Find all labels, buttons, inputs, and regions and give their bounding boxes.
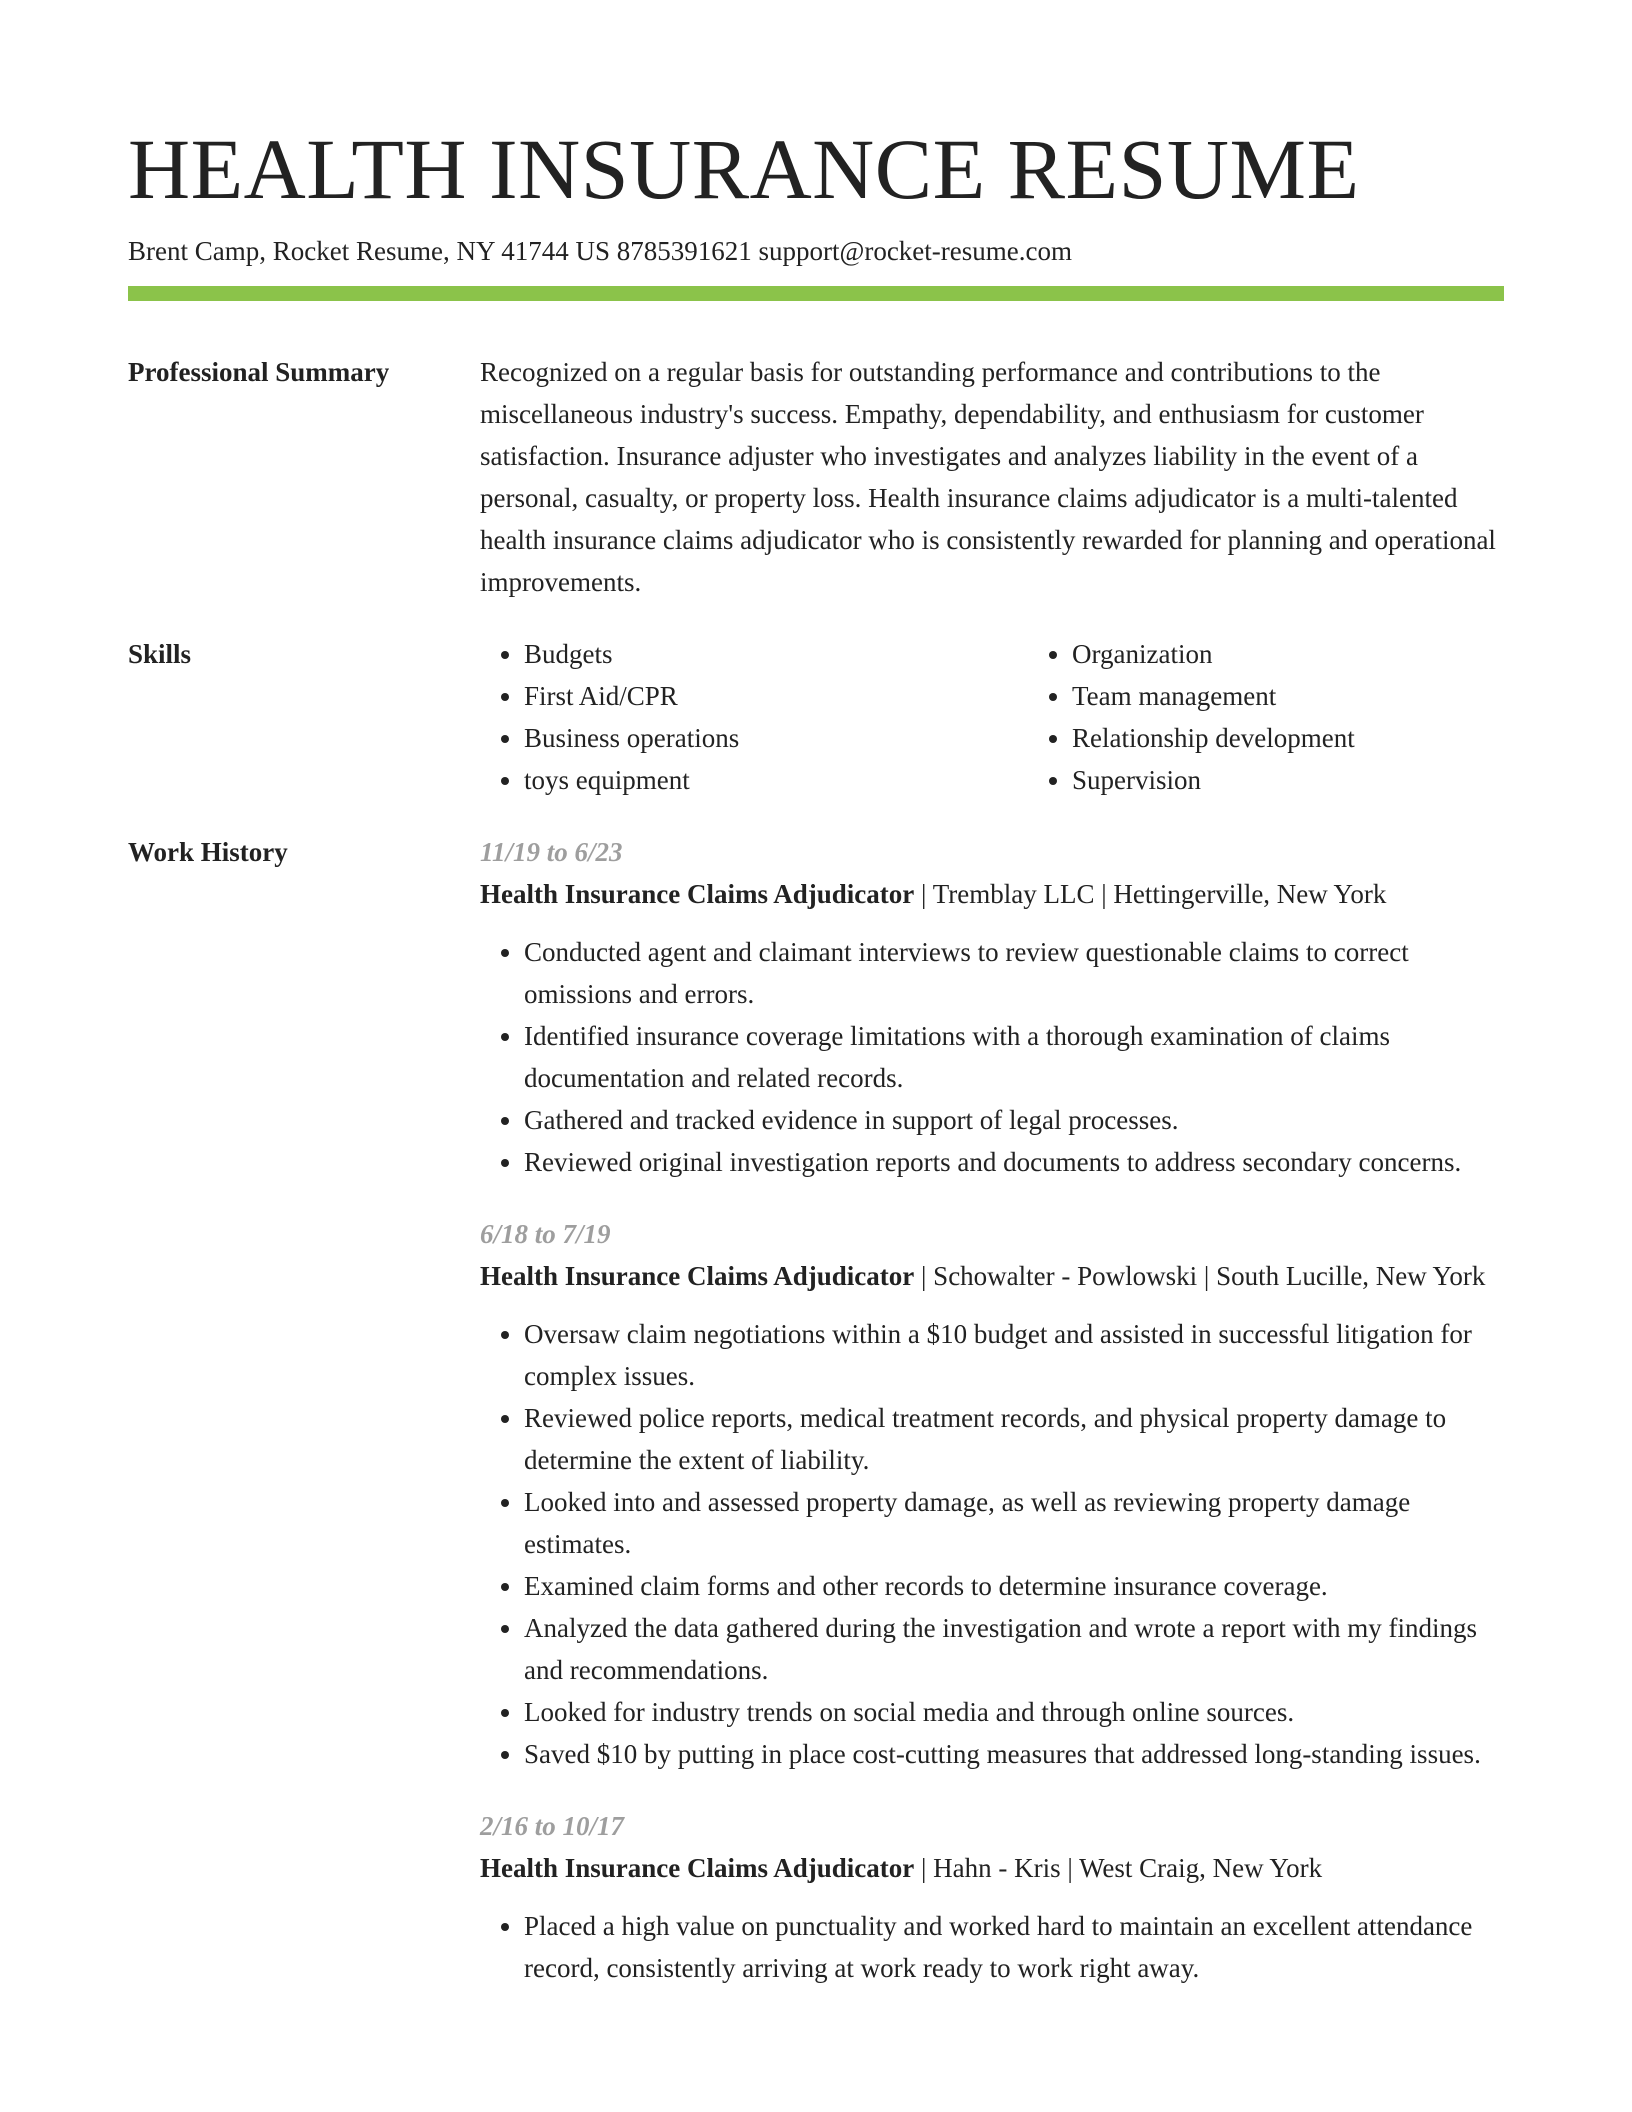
job-header (480, 1847, 1504, 1889)
job-bullet: • Saved $10 by putting in place cost-cutting measures that addressed long-standing issues. (524, 1733, 1504, 1775)
job-bullet: • Looked into and assessed property damage, as well as reviewing property damage estimates. (524, 1481, 1504, 1565)
skills-section (128, 633, 1504, 801)
job-entry (480, 1805, 1504, 1989)
job-company-location: | Schowalter - Powlowski | South Lucille, New York (914, 1261, 1486, 1291)
job-bullet: • Analyzed the data gathered during the investigation and wrote a report with my findings and recommendations. (524, 1607, 1504, 1691)
job-bullet: • Reviewed police reports, medical treatment records, and physical property damage to determine the extent of liability. (524, 1397, 1504, 1481)
job-bullet: • Examined claim forms and other records to determine insurance coverage. (524, 1565, 1504, 1607)
job-bullet: • Reviewed original investigation reports and documents to address secondary concerns. (524, 1141, 1504, 1183)
job-header (480, 873, 1504, 915)
contact-phone: 8785391621 (616, 236, 752, 266)
job-entry (480, 831, 1504, 1183)
job-dates: 11/19 to 6/23 (480, 837, 623, 867)
job-bullet: • Gathered and tracked evidence in support of legal processes. (524, 1099, 1504, 1141)
resume-page (128, 0, 1504, 1989)
job-bullet: • Identified insurance coverage limitations with a thorough examination of claims documentation and related records. (524, 1015, 1504, 1099)
resume-title: HEALTH INSURANCE RESUME (128, 121, 1360, 217)
job-bullet: • Looked for industry trends on social media and through online sources. (524, 1691, 1504, 1733)
skill-item: • toys equipment (524, 759, 1028, 801)
job-dates: 6/18 to 7/19 (480, 1219, 611, 1249)
summary-section (128, 351, 1504, 603)
skills-list-right (1028, 633, 1576, 801)
skill-item: • Organization (1072, 633, 1576, 675)
skill-item: • Relationship development (1072, 717, 1576, 759)
skill-item: • Business operations (524, 717, 1028, 759)
skills-list-left (480, 633, 1028, 801)
job-entry (480, 1213, 1504, 1775)
work-history-section (128, 831, 1504, 1989)
job-dates: 2/16 to 10/17 (480, 1811, 625, 1841)
contact-address: Rocket Resume, NY 41744 US (272, 236, 610, 266)
section-label-skills: Skills (128, 639, 192, 669)
job-bullet: • Conducted agent and claimant interviews to review questionable claims to correct omissions and errors. (524, 931, 1504, 1015)
contact-email: support@rocket-resume.com (758, 236, 1072, 266)
job-bullets (480, 1313, 1504, 1775)
section-label-work: Work History (128, 837, 288, 867)
job-bullet: • Oversaw claim negotiations within a $10 budget and assisted in successful litigation for complex issues. (524, 1313, 1504, 1397)
job-title: Health Insurance Claims Adjudicator (480, 879, 915, 909)
section-label-summary: Professional Summary (128, 357, 390, 387)
job-title: Health Insurance Claims Adjudicator (480, 1261, 915, 1291)
contact-line (128, 234, 1504, 268)
skill-item: • First Aid/CPR (524, 675, 1028, 717)
job-company-location: | Tremblay LLC | Hettingerville, New York (914, 879, 1387, 909)
job-bullets (480, 931, 1504, 1183)
skill-item: • Team management (1072, 675, 1576, 717)
skill-item: • Budgets (524, 633, 1028, 675)
job-bullets (480, 1905, 1504, 1989)
summary-text: Recognized on a regular basis for outstanding performance and contributions to the miscellaneous industry's success. Empathy, dependability, and enthusiasm for customer satisfaction. Insurance adjuster who investigates and analyzes liability in the event of a personal, casualty, or property loss. Health insurance claims adjudicator is a multi-talented health insurance claims adjudicator who is consistently rewarded for planning and operational improvements. (480, 357, 1496, 597)
contact-name: Brent Camp, (128, 236, 266, 266)
job-header (480, 1255, 1504, 1297)
header-divider (128, 286, 1504, 301)
job-title: Health Insurance Claims Adjudicator (480, 1853, 915, 1883)
skill-item: • Supervision (1072, 759, 1576, 801)
job-bullet: • Placed a high value on punctuality and worked hard to maintain an excellent attendance record, consistently arriving at work ready to work right away. (524, 1905, 1504, 1989)
job-company-location: | Hahn - Kris | West Craig, New York (914, 1853, 1323, 1883)
